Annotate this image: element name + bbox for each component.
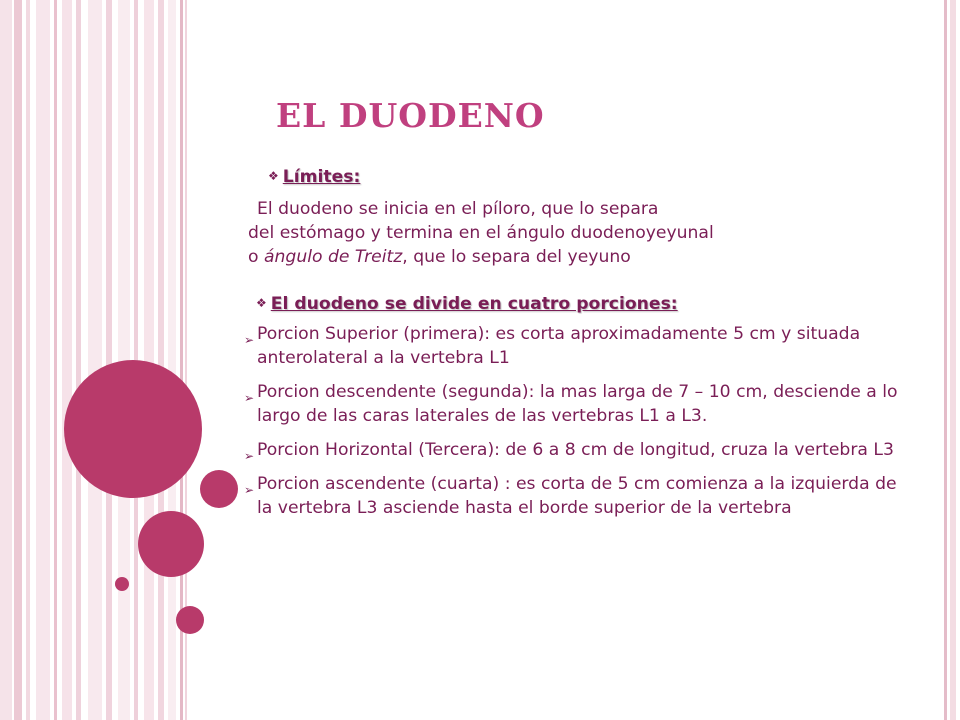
decorative-stripe — [36, 0, 50, 720]
decorative-circle — [64, 360, 202, 498]
decorative-circle — [176, 606, 204, 634]
arrow-bullet-icon: ➢ — [244, 391, 255, 405]
diamond-bullet-icon: ❖ — [256, 296, 267, 310]
list-item: ➢ Porcion Horizontal (Tercera): de 6 a 8 cm de longitud, cruza la vertebra L3 — [248, 438, 908, 462]
list-item: ➢ Porcion ascendente (cuarta) : es corta de 5 cm comienza a la izquierda de la vertebra L3 asciende hasta el borde superior de la vertebra — [244, 474, 897, 518]
treitz-term: ángulo de Treitz — [263, 247, 403, 267]
decorative-circle — [115, 577, 129, 591]
arrow-bullet-icon: ➢ — [244, 333, 255, 347]
decorative-stripe — [14, 0, 22, 720]
slide-title: EL DUODENO — [276, 96, 545, 135]
decorative-stripe — [950, 0, 956, 720]
decorative-circle — [200, 470, 238, 508]
decorative-stripe — [944, 0, 947, 720]
decorative-stripe — [144, 0, 154, 720]
list-item: ➢ Porcion Superior (primera): es corta aproximadamente 5 cm y situada anterolateral a la vertebra L1 — [244, 324, 861, 368]
decorative-stripe — [76, 0, 81, 720]
limits-paragraph: El duodeno se inicia en el píloro, que lo separa del estómago y termina en el ángulo duodenoyeyunal o ángulo de Treitz, que lo separa del yeyuno — [248, 199, 714, 267]
decorative-stripe — [26, 0, 30, 720]
arrow-bullet-icon: ➢ — [244, 483, 255, 497]
limits-heading: ❖ Límites: — [268, 167, 361, 187]
slide-content — [244, 164, 908, 520]
division-heading: ❖ El duodeno se divide en cuatro porciones: — [256, 294, 678, 314]
decorative-stripe — [62, 0, 72, 720]
list-item: ➢ Porcion descendente (segunda): la mas larga de 7 – 10 cm, desciende a lo largo de las caras laterales de las vertebras L1 a L3. — [244, 382, 898, 426]
diamond-bullet-icon: ❖ — [268, 169, 279, 183]
decorative-stripe — [158, 0, 164, 720]
decorative-stripe — [106, 0, 112, 720]
portions-list — [244, 322, 908, 520]
decorative-stripe — [168, 0, 176, 720]
decorative-stripe — [54, 0, 57, 720]
decorative-stripe — [88, 0, 102, 720]
decorative-stripe — [0, 0, 12, 720]
decorative-circle — [138, 511, 204, 577]
arrow-bullet-icon: ➢ — [244, 449, 255, 463]
